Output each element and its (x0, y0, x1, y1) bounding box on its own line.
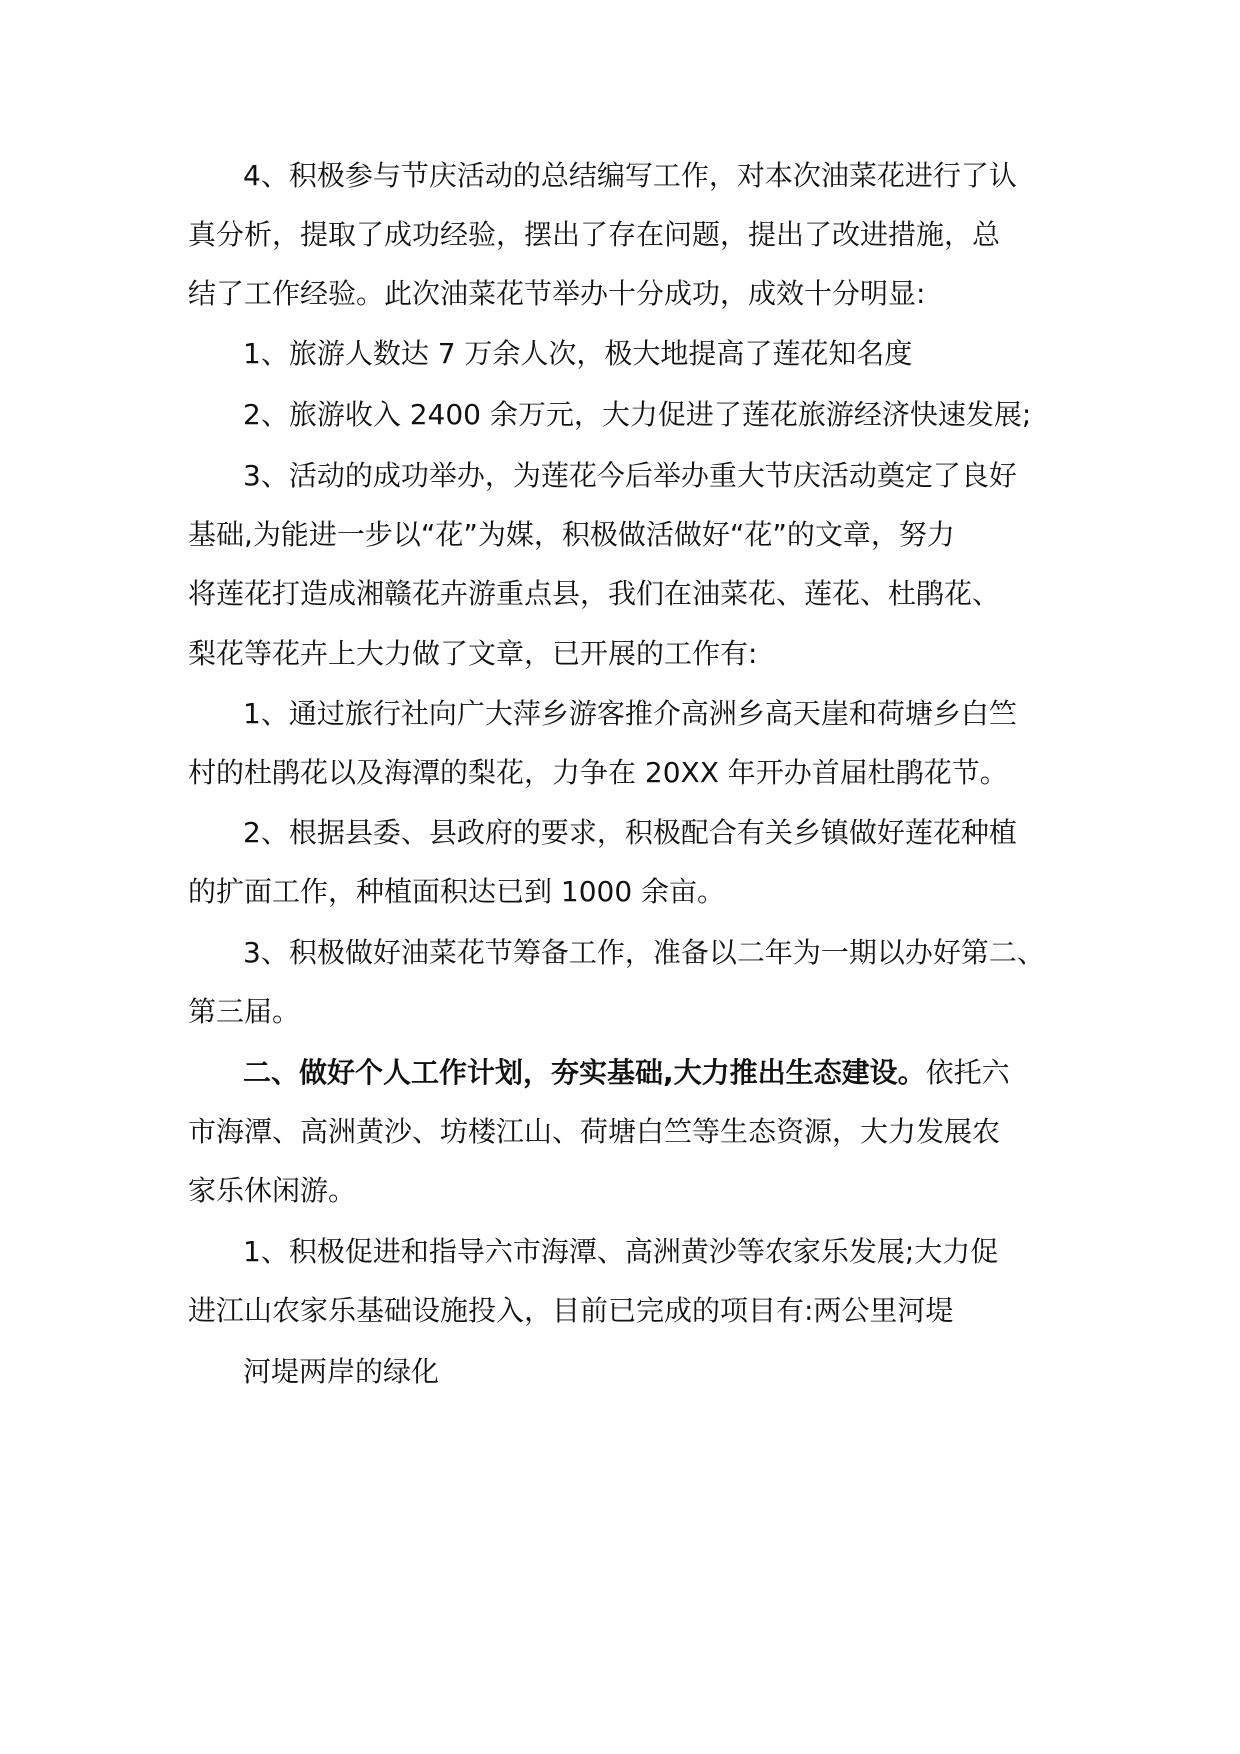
text-line: 1、旅游人数达 7 万余人次，极大地提高了莲花知名度 (243, 337, 913, 370)
section-heading: 二、做好个人工作计划，夯实基础,大力推出生态建设。 (243, 1056, 926, 1089)
text-line: 结了工作经验。此次油菜花节举办十分成功，成效十分明显: (188, 277, 926, 310)
section-heading-line (243, 1055, 1010, 1091)
text-line: 1、积极促进和指导六市海潭、高洲黄沙等农家乐发展;大力促 (243, 1235, 999, 1268)
text-line: 1、通过旅行社向广大萍乡游客推介高洲乡高天崖和荷塘乡白竺 (243, 697, 1017, 730)
text-line: 3、活动的成功举办，为莲花今后举办重大节庆活动奠定了良好 (243, 459, 1017, 492)
text-line: 第三届。 (188, 995, 301, 1028)
text-line: 梨花等花卉上大力做了文章，已开展的工作有: (188, 637, 758, 670)
text-line: 市海潭、高洲黄沙、坊楼江山、荷塘白竺等生态资源，大力发展农 (188, 1115, 1001, 1148)
text-line: 的扩面工作，种植面积达已到 1000 余亩。 (188, 875, 726, 908)
text-line: 2、旅游收入 2400 余万元，大力促进了莲花旅游经济快速发展; (243, 398, 1032, 431)
text-line: 2、根据县委、县政府的要求，积极配合有关乡镇做好莲花种植 (243, 816, 1017, 849)
section-heading-rest: 依托六 (925, 1056, 1010, 1089)
text-line: 进江山农家乐基础设施投入，目前已完成的项目有:两公里河堤 (188, 1294, 954, 1327)
text-line: 真分析，提取了成功经验，摆出了存在问题，提出了改进措施，总 (188, 218, 1001, 251)
text-line: 将莲花打造成湘赣花卉游重点县，我们在油菜花、莲花、杜鹃花、 (188, 577, 1001, 610)
text-line: 3、积极做好油菜花节筹备工作，准备以二年为一期以办好第二、 (243, 936, 1045, 969)
text-line: 河堤两岸的绿化 (243, 1355, 440, 1388)
text-line: 4、积极参与节庆活动的总结编写工作，对本次油菜花进行了认 (243, 159, 1017, 192)
text-line: 基础,为能进一步以“花”为媒，积极做活做好“花”的文章，努力 (188, 518, 955, 551)
text-line: 村的杜鹃花以及海潭的梨花，力争在 20XX 年开办首届杜鹃花节。 (188, 756, 1008, 789)
text-line: 家乐休闲游。 (188, 1174, 357, 1207)
